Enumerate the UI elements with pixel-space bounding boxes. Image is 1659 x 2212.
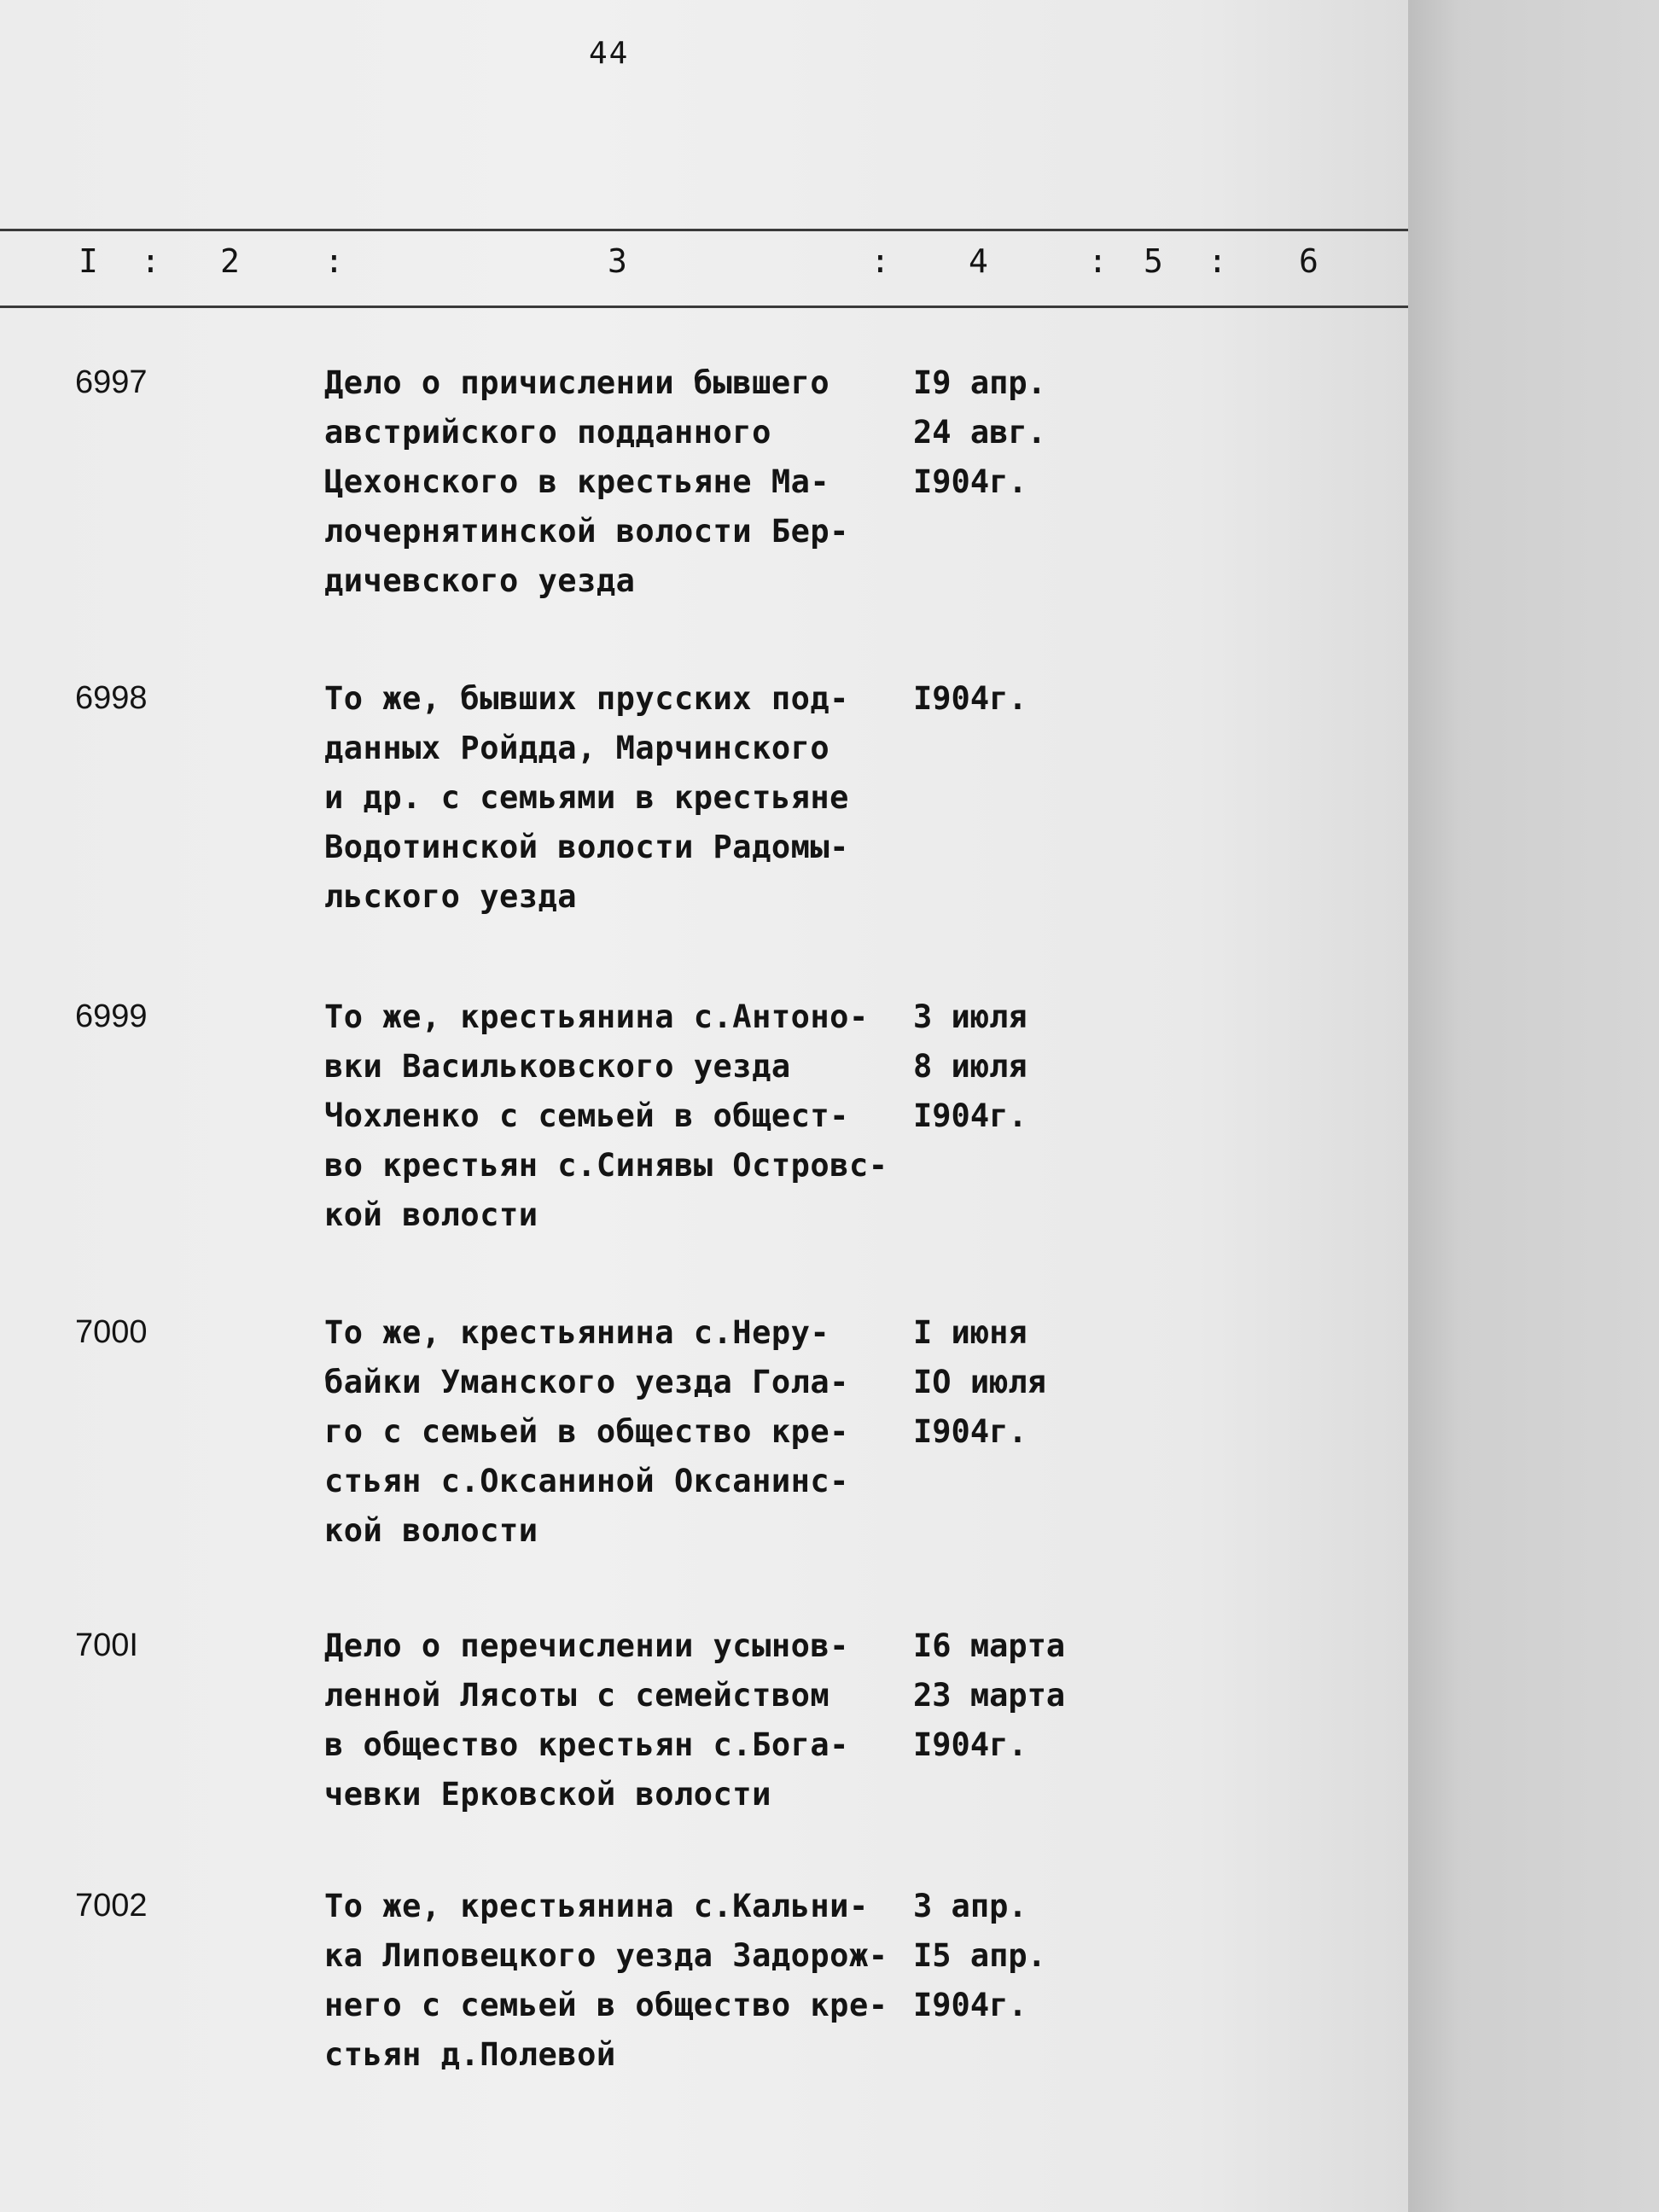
col-header-sep: : <box>1088 242 1108 280</box>
header-bottom-rule <box>0 306 1408 308</box>
record-number: 6997 <box>75 364 148 400</box>
col-header-6: 6 <box>1299 242 1318 280</box>
col-header-5: 5 <box>1144 242 1163 280</box>
record-description: Дело о перечислении усынов- ленной Лясоты с семейством в общество крестьян с.Бога- чевки Ерковской волости <box>324 1627 849 1813</box>
col-header-sep: : <box>141 242 160 280</box>
record-dates: I904г. <box>913 680 1027 717</box>
header-top-rule <box>0 229 1408 231</box>
col-header-4: 4 <box>969 242 988 280</box>
record-number: 6999 <box>75 998 148 1034</box>
record-dates: 3 июля 8 июля I904г. <box>913 998 1027 1134</box>
record-number: 700I <box>75 1627 138 1663</box>
col-header-2: 2 <box>220 242 240 280</box>
col-header-sep: : <box>324 242 344 280</box>
record-dates: I9 апр. 24 авг. I904г. <box>913 364 1046 500</box>
record-description: Дело о причислении бывшего австрийского подданного Цехонского в крестьяне Ма- лочернятинской волости Бер- дичевского уезда <box>324 364 849 599</box>
record-description: То же, крестьянина с.Кальни- ка Липовецкого уезда Задорож- него с семьей в общество кре- стьян д.Полевой <box>324 1888 888 2073</box>
record-description: То же, крестьянина с.Антоно- вки Васильковского уезда Чохленко с семьей в общест- во крестьян с.Синявы Островс- кой волости <box>324 998 888 1233</box>
record-number: 7002 <box>75 1888 148 1924</box>
record-description: То же, бывших прусских под- данных Ройдда, Марчинского и др. с семьями в крестьяне Водотинской волости Радомы- льского уезда <box>324 680 849 915</box>
col-header-sep: : <box>1208 242 1227 280</box>
record-dates: I июня IO июля I904г. <box>913 1314 1046 1450</box>
col-header-3: 3 <box>608 242 627 280</box>
page-shadow-edge <box>1408 0 1659 2212</box>
record-dates: I6 марта 23 марта I904г. <box>913 1627 1066 1763</box>
record-number: 6998 <box>75 680 148 716</box>
col-header-1: I <box>79 242 98 280</box>
col-header-sep: : <box>870 242 890 280</box>
record-dates: 3 апр. I5 апр. I904г. <box>913 1888 1046 2023</box>
record-number: 7000 <box>75 1314 148 1350</box>
record-description: То же, крестьянина с.Неру- байки Уманского уезда Гола- го с семьей в общество кре- стьян с.Оксаниной Оксанинс- кой волости <box>324 1314 849 1549</box>
page-number: 44 <box>589 36 630 71</box>
